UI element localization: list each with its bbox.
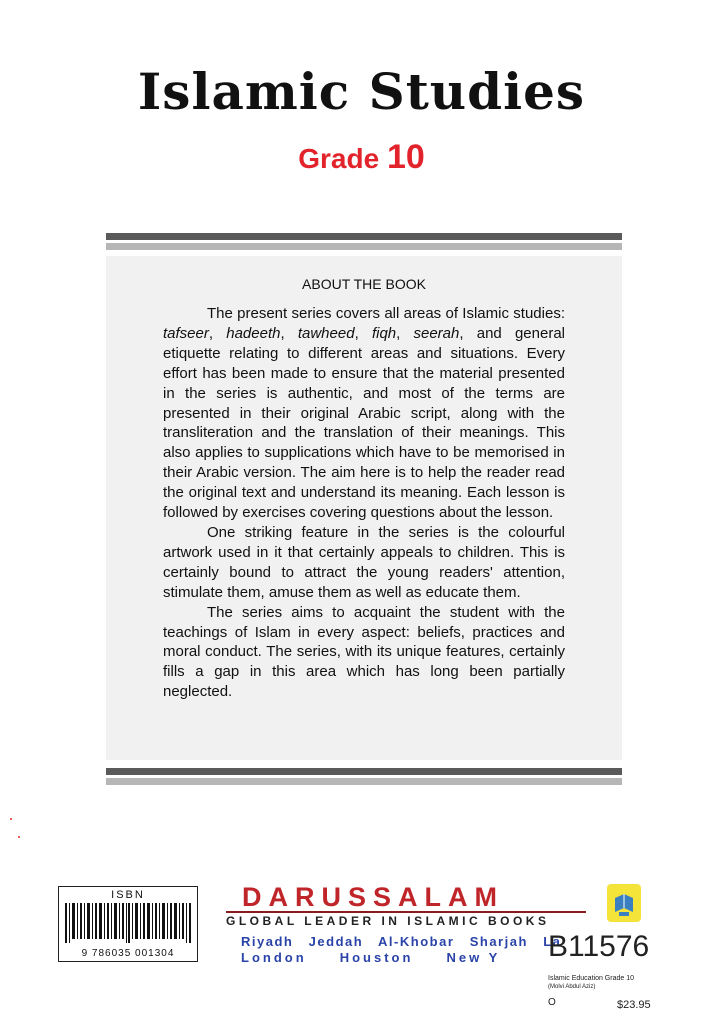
grade-number: 10 <box>386 138 425 176</box>
isbn-label: ISBN <box>111 889 145 901</box>
grade-label <box>0 138 723 177</box>
book-logo-icon <box>607 884 641 922</box>
speck <box>18 836 20 838</box>
top-divider <box>106 233 622 250</box>
book-title: Islamic Studies <box>137 62 586 121</box>
sticker-price: $23.95 <box>617 999 651 1011</box>
sticker-code: B11576 <box>548 930 650 963</box>
sticker-title: Islamic Education Grade 10 <box>548 975 634 982</box>
book-emblem-icon <box>607 884 641 922</box>
grade-word: Grade <box>298 143 380 174</box>
isbn-number: 9 786035 001304 <box>81 948 175 959</box>
barcode-icon <box>65 903 191 943</box>
about-paragraph-1: The present series covers all areas of Islamic studies: tafseer, hadeeth, tawheed, fiqh, seerah, and general etiquette relating to different areas and situations. Every effort has been made to ensure that the material presented in the series is authentic, and most of the terms are presented in their original Arabic script, along with the transliteration and the translation of their meanings. This also applies to supplications which have to be memorised in their Arabic version. The aim here is to help the reader read the original text and understand its meaning. Each lesson is followed by exercises covering questions about the lesson. <box>163 305 566 522</box>
about-body <box>163 304 565 702</box>
about-paragraph-2: One striking feature in the series is the colourful artwork used in it that certainly appeals to children. This is certainly bound to attract the young readers' attention, stimulate them, amuse them as well as educate them. <box>163 523 565 601</box>
publisher-slogan: GLOBAL LEADER IN ISLAMIC BOOKS <box>226 914 550 928</box>
about-paragraph-3: The series aims to acquaint the student with the teachings of Islam in every aspect: beliefs, practices and moral conduct. The series, with its unique features, certainly fills a gap in this area which has long been partially neglected. <box>163 603 565 701</box>
publisher-cities-line-1: Riyadh Jeddah Al-Khobar Sharjah La <box>241 934 562 949</box>
sticker-author: (Molvi Abdul Aziz) <box>548 984 596 990</box>
about-heading: ABOUT THE BOOK <box>302 276 426 292</box>
isbn-barcode <box>58 886 198 962</box>
publisher-cities-line-2: London Houston New Y <box>241 950 501 965</box>
speck <box>10 818 12 820</box>
bottom-divider <box>106 768 622 785</box>
publisher-name: DARUSSALAM <box>242 882 504 912</box>
sticker-letter: O <box>548 997 556 1008</box>
